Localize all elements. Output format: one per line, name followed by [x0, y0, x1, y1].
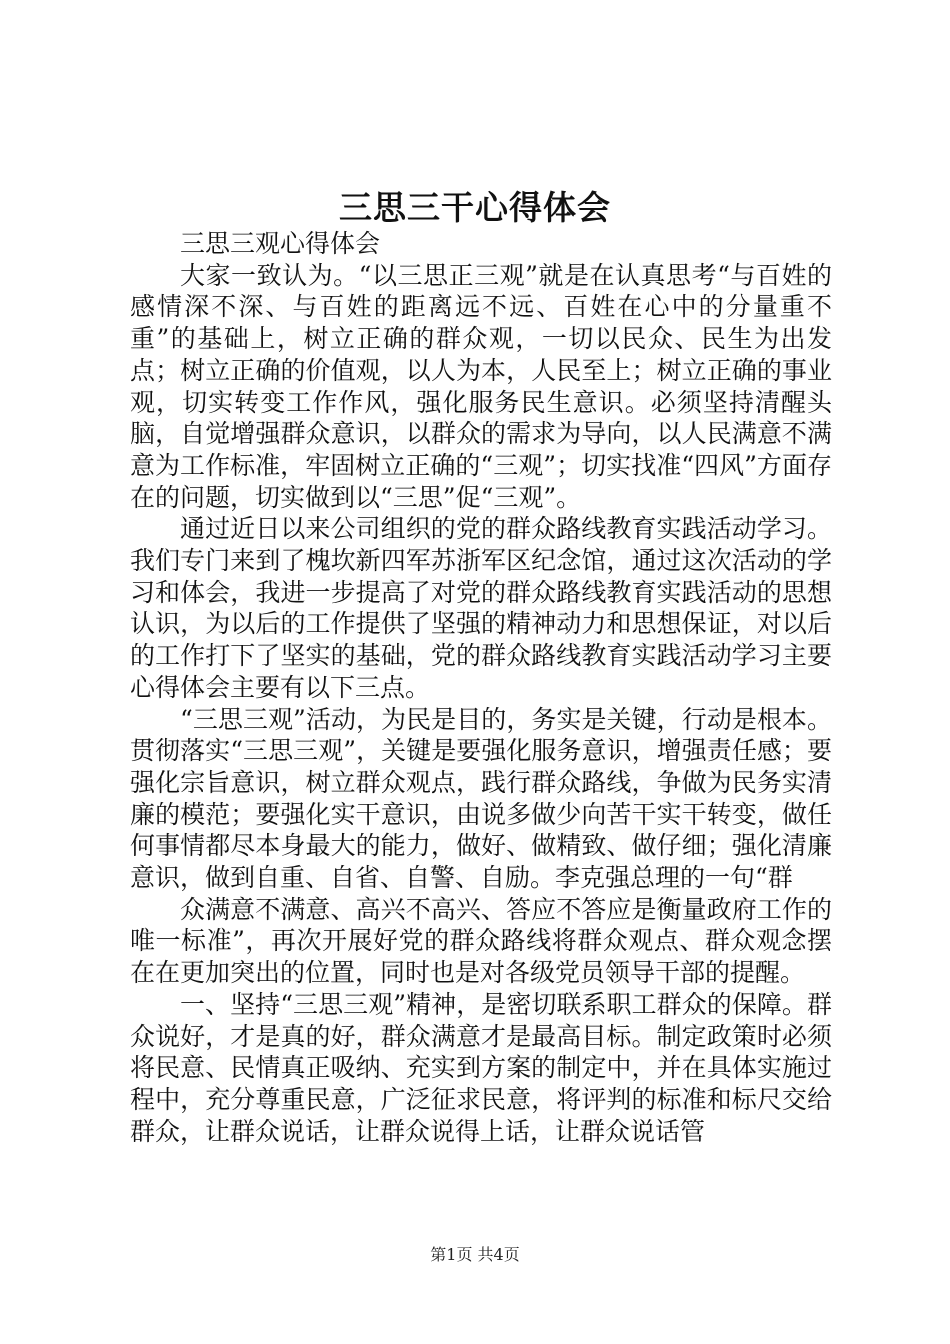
document-title: 三思三干心得体会	[339, 188, 611, 227]
paragraph: 一、坚持“三思三观”精神，是密切联系职工群众的保障。群众说好，才是真的好，群众满意才是最高目标。制定政策时必须将民意、民情真正吸纳、充实到方案的制定中，并在具体实施过程中，充分尊重民意，广泛征求民意，将评判的标准和标尺交给群众，让群众说话，让群众说得上话，让群众说话管	[130, 989, 832, 1146]
page-number-footer: 第1页 共4页	[430, 1245, 520, 1264]
paragraph: 通过近日以来公司组织的党的群众路线教育实践活动学习。我们专门来到了槐坎新四军苏浙军区纪念馆，通过这次活动的学习和体会，我进一步提高了对党的群众路线教育实践活动的思想认识，为以后的工作提供了坚强的精神动力和思想保证，对以后的工作打下了坚实的基础，党的群众路线教育实践活动学习主要心得体会主要有以下三点。	[130, 514, 832, 702]
document-body	[130, 228, 832, 1147]
paragraph: “三思三观”活动，为民是目的，务实是关键，行动是根本。贯彻落实“三思三观”，关键是要强化服务意识，增强责任感；要强化宗旨意识，树立群众观点，践行群众路线，争做为民务实清廉的模范；要强化实干意识，由说多做少向苦干实干转变，做任何事情都尽本身最大的能力，做好、做精致、做仔细；强化清廉意识，做到自重、自省、自警、自励。李克强总理的一句“群	[130, 704, 832, 893]
paragraph-subtitle: 三思三观心得体会	[180, 229, 381, 258]
paragraph: 众满意不满意、高兴不高兴、答应不答应是衡量政府工作的唯一标准”，再次开展好党的群众路线将群众观点、群众观念摆在在更加突出的位置，同时也是对各级党员领导干部的提醒。	[130, 894, 832, 988]
paragraph: 大家一致认为。“以三思正三观”就是在认真思考“与百姓的感情深不深、与百姓的距离远不远、百姓在心中的分量重不重”的基础上，树立正确的群众观，一切以民众、民生为出发点；树立正确的价值观，以人为本，人民至上；树立正确的事业观，切实转变工作作风，强化服务民生意识。必须坚持清醒头脑，自觉增强群众意识，以群众的需求为导向，以人民满意不满意为工作标准，牢固树立正确的“三观”；切实找准“四风”方面存在的问题，切实做到以“三思”促“三观”。	[130, 260, 832, 512]
